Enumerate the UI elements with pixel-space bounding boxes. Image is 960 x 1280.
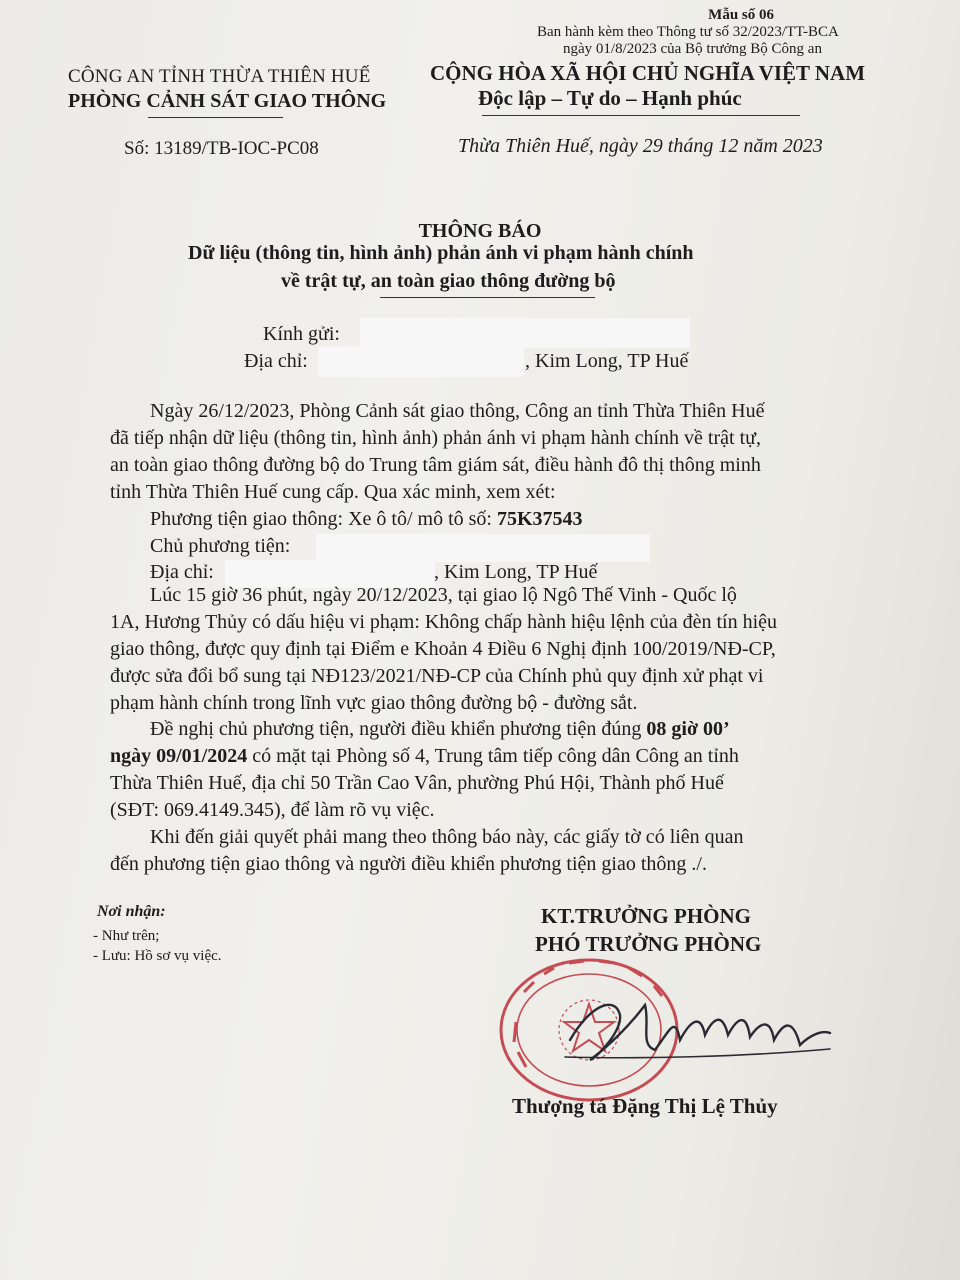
owner-label: Chủ phương tiện:	[150, 535, 291, 557]
violation-line-5: phạm hành chính trong lĩnh vực giao thông đường bộ - đường sắt.	[110, 692, 638, 714]
agency-name: PHÒNG CẢNH SÁT GIAO THÔNG	[68, 90, 387, 112]
vehicle-line: Phương tiện giao thông: Xe ô tô/ mô tô số: 75K37543	[150, 508, 583, 530]
redacted-address	[318, 347, 524, 377]
body-line-3: an toàn giao thông đường bộ do Trung tâm giám sát, điều hành đô thị thông minh	[110, 454, 761, 476]
redacted-recipient	[360, 318, 690, 348]
address-suffix: , Kim Long, TP Huế	[525, 350, 689, 372]
closing-line-2: đến phương tiện giao thông và người điều khiển phương tiện giao thông ./.	[110, 853, 707, 875]
redacted-owner	[316, 534, 650, 562]
recipient-item-1: - Như trên;	[93, 928, 160, 944]
violation-line-4: được sửa đổi bổ sung tại NĐ123/2021/NĐ-CP của Chính phủ quy định xử phạt vi	[110, 665, 764, 687]
recipients-heading: Nơi nhận:	[97, 903, 166, 920]
form-reference-2: ngày 01/8/2023 của Bộ trưởng Bộ Công an	[563, 41, 822, 57]
body-line-1: Ngày 26/12/2023, Phòng Cảnh sát giao thông, Công an tỉnh Thừa Thiên Huế	[150, 400, 765, 422]
closing-line-1: Khi đến giải quyết phải mang theo thông báo này, các giấy tờ có liên quan	[150, 826, 744, 848]
form-reference-1: Ban hành kèm theo Thông tư số 32/2023/TT-BCA	[537, 24, 839, 40]
request-line-2: ngày 09/01/2024 có mặt tại Phòng số 4, Trung tâm tiếp công dân Công an tỉnh	[110, 745, 739, 767]
recipient-label: Kính gửi:	[263, 323, 340, 345]
handwritten-signature	[560, 985, 840, 1075]
form-number: Mẫu số 06	[708, 7, 774, 23]
recipient-item-2: - Lưu: Hồ sơ vụ việc.	[93, 948, 222, 964]
owner-address-suffix: , Kim Long, TP Huế	[434, 561, 598, 583]
document-title: THÔNG BÁO	[418, 220, 542, 242]
address-label: Địa chỉ:	[244, 350, 308, 372]
request-line-1: Đề nghị chủ phương tiện, người điều khiển phương tiện đúng 08 giờ 00’	[150, 718, 730, 740]
violation-line-1: Lúc 15 giờ 36 phút, ngày 20/12/2023, tại giao lộ Ngô Thế Vinh - Quốc lộ	[150, 584, 737, 606]
place-date: Thừa Thiên Huế, ngày 29 tháng 12 năm 2023	[458, 135, 823, 157]
agency-underline	[148, 117, 283, 118]
national-title: CỘNG HÒA XÃ HỘI CHỦ NGHĨA VIỆT NAM	[430, 61, 866, 85]
document-subtitle-1: Dữ liệu (thông tin, hình ảnh) phản ánh vi phạm hành chính	[188, 242, 694, 264]
agency-parent: CÔNG AN TỈNH THỪA THIÊN HUẾ	[68, 66, 371, 87]
body-line-4: tỉnh Thừa Thiên Huế cung cấp. Qua xác minh, xem xét:	[110, 481, 556, 503]
request-line-3: Thừa Thiên Huế, địa chỉ 50 Trần Cao Vân, phường Phú Hội, Thành phố Huế	[110, 772, 724, 794]
violation-line-3: giao thông, được quy định tại Điểm e Khoản 4 Điều 6 Nghị định 100/2019/NĐ-CP,	[110, 638, 776, 660]
request-line-4: (SĐT: 069.4149.345), để làm rõ vụ việc.	[110, 799, 435, 821]
violation-line-2: 1A, Hương Thủy có dấu hiệu vi phạm: Không chấp hành hiệu lệnh của đèn tín hiệu	[110, 611, 778, 633]
owner-address-label: Địa chỉ:	[150, 561, 214, 583]
document-number: Số: 13189/TB-IOC-PC08	[124, 138, 319, 159]
body-line-2: đã tiếp nhận dữ liệu (thông tin, hình ảnh) phản ánh vi phạm hành chính về trật tự,	[110, 427, 761, 449]
national-motto: Độc lập – Tự do – Hạnh phúc	[478, 86, 742, 110]
document-subtitle-2: về trật tự, an toàn giao thông đường bộ	[281, 270, 616, 292]
subtitle-underline	[380, 297, 595, 298]
signature-title-2: PHÓ TRƯỞNG PHÒNG	[535, 932, 762, 956]
signature-title-1: KT.TRƯỞNG PHÒNG	[541, 904, 751, 928]
signer-name: Thượng tá Đặng Thị Lệ Thủy	[512, 1094, 778, 1118]
motto-underline	[482, 115, 800, 116]
